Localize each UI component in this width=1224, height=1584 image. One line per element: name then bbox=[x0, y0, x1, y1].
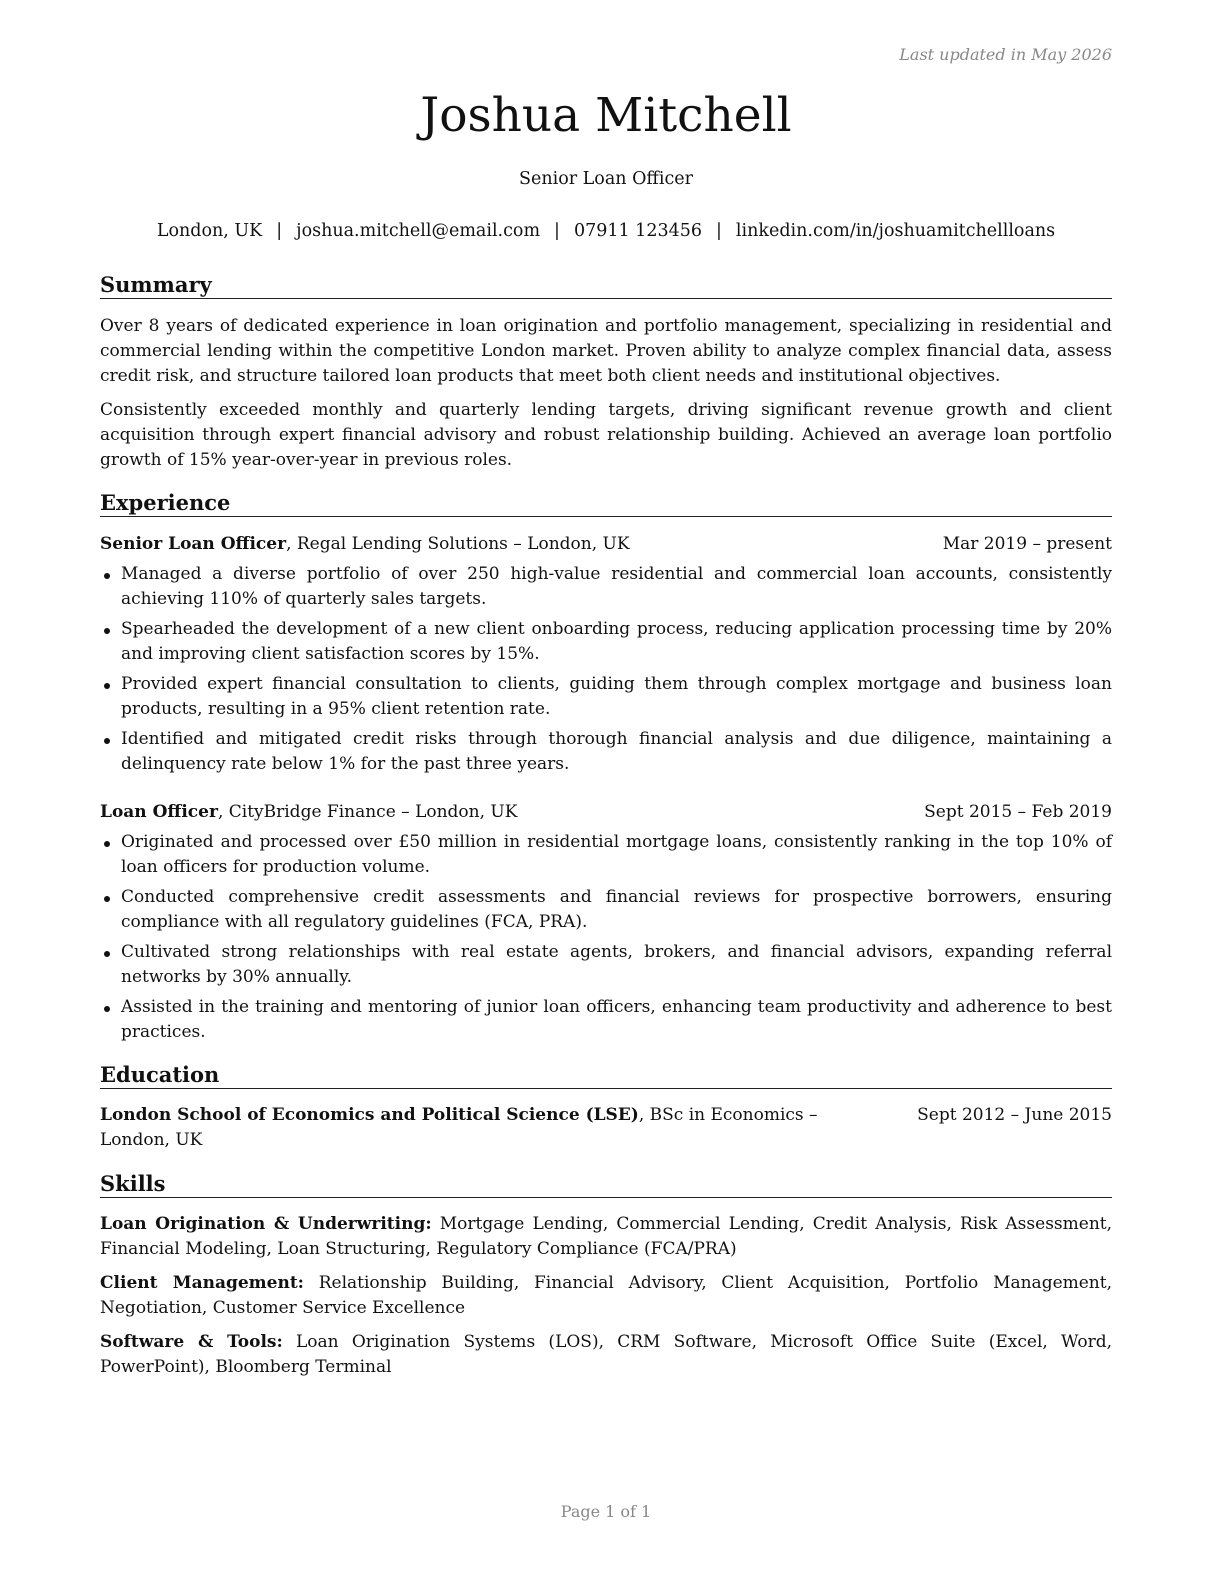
bullet-dot-icon bbox=[104, 628, 110, 634]
skill-group bbox=[100, 1330, 1112, 1380]
job-bullet: Cultivated strong relationships with real estate agents, brokers, and financial advisors, expanding referral networks by 30% annually. bbox=[100, 940, 1112, 990]
bullet-dot-icon bbox=[104, 896, 110, 902]
job-company: , Regal Lending Solutions – London, UK bbox=[286, 534, 630, 554]
bullet-dot-icon bbox=[104, 951, 110, 957]
summary-paragraph-1: Over 8 years of dedicated experience in loan origination and portfolio management, specializing in residential and commercial lending within the competitive London market. Proven ability to analyze complex financial data, assess credit risk, and structure tailored loan products that meet both client needs and institutional objectives. bbox=[100, 316, 1112, 386]
job-bullet: Assisted in the training and mentoring of junior loan officers, enhancing team productivity and adherence to best practices. bbox=[100, 995, 1112, 1045]
job-role: Senior Loan Officer bbox=[100, 534, 287, 554]
job-bullet: Conducted comprehensive credit assessments and financial reviews for prospective borrowers, ensuring compliance with all regulatory guidelines (FCA, PRA). bbox=[100, 885, 1112, 935]
job-header bbox=[100, 532, 1112, 557]
skill-group-items: Mortgage Lending, Commercial Lending, Credit Analysis, Risk Assessment, Financial Modeling, Loan Structuring, Regulatory Compliance (FCA/PRA) bbox=[100, 1214, 1113, 1259]
skill-group bbox=[100, 1271, 1112, 1321]
job-bullet-list bbox=[100, 830, 1112, 1050]
job-role: Loan Officer bbox=[100, 802, 218, 822]
section-heading-experience: Experience bbox=[100, 490, 1112, 517]
skill-group-label: Loan Origination & Underwriting: bbox=[100, 1214, 432, 1234]
bullet-dot-icon bbox=[104, 1006, 110, 1012]
job-bullet: Managed a diverse portfolio of over 250 high-value residential and commercial loan accounts, consistently achieving 110% of quarterly sales targets. bbox=[100, 562, 1112, 612]
contact-separator: | bbox=[276, 221, 283, 241]
contact-email[interactable]: joshua.mitchell@email.com bbox=[296, 221, 541, 241]
education-entry bbox=[100, 1103, 1112, 1153]
job-company: , CityBridge Finance – London, UK bbox=[217, 802, 518, 822]
skill-group-label: Client Management: bbox=[100, 1273, 304, 1293]
bullet-dot-icon bbox=[104, 738, 110, 744]
contact-phone: 07911 123456 bbox=[573, 221, 702, 241]
job-bullet: Originated and processed over £50 million in residential mortgage loans, consistently ranking in the top 10% of loan officers for production volume. bbox=[100, 830, 1112, 880]
education-school: London School of Economics and Political Science (LSE) bbox=[100, 1105, 639, 1125]
job-bullet-list bbox=[100, 562, 1112, 782]
bullet-dot-icon bbox=[104, 683, 110, 689]
page-number: Page 1 of 1 bbox=[560, 1502, 652, 1521]
section-heading-education: Education bbox=[100, 1062, 1112, 1089]
candidate-name: Joshua Mitchell bbox=[420, 88, 792, 143]
job-bullet: Spearheaded the development of a new client onboarding process, reducing application processing time by 20% and improving client satisfaction scores by 15%. bbox=[100, 617, 1112, 667]
education-degree: , BSc in Economics – London, UK bbox=[100, 1105, 818, 1150]
contact-location: London, UK bbox=[156, 221, 263, 241]
skill-group-items: Relationship Building, Financial Advisory, Client Acquisition, Portfolio Management, Negotiation, Customer Service Excellence bbox=[100, 1273, 1112, 1318]
job-dates: Mar 2019 – present bbox=[942, 534, 1112, 554]
bullet-dot-icon bbox=[104, 841, 110, 847]
contact-line bbox=[100, 220, 1112, 242]
section-heading-skills: Skills bbox=[100, 1171, 1112, 1198]
section-heading-summary: Summary bbox=[100, 272, 1112, 299]
job-bullet: Provided expert financial consultation to clients, guiding them through complex mortgage and business loan products, resulting in a 95% client retention rate. bbox=[100, 672, 1112, 722]
bullet-dot-icon bbox=[104, 573, 110, 579]
contact-separator: | bbox=[716, 221, 722, 241]
job-dates: Sept 2015 – Feb 2019 bbox=[924, 802, 1112, 822]
resume-page bbox=[100, 0, 1112, 1584]
skill-group-items: Loan Origination Systems (LOS), CRM Software, Microsoft Office Suite (Excel, Word, PowerPoint), Bloomberg Terminal bbox=[100, 1332, 1112, 1377]
contact-linkedin[interactable]: linkedin.com/in/joshuamitchellloans bbox=[735, 221, 1056, 241]
candidate-title: Senior Loan Officer bbox=[518, 169, 693, 189]
job-bullet: Identified and mitigated credit risks through thorough financial analysis and due diligence, maintaining a delinquency rate below 1% for the past three years. bbox=[100, 727, 1112, 777]
last-updated-note: Last updated in May 2026 bbox=[899, 45, 1112, 64]
job-header bbox=[100, 800, 1112, 825]
education-dates: Sept 2012 – June 2015 bbox=[917, 1105, 1112, 1125]
skill-group bbox=[100, 1212, 1112, 1262]
contact-separator: | bbox=[554, 221, 560, 241]
summary-paragraph-2: Consistently exceeded monthly and quarterly lending targets, driving significant revenue growth and client acquisition through expert financial advisory and robust relationship building. Achieved an average loan portfolio growth of 15% year-over-year in previous roles. bbox=[100, 400, 1112, 470]
skill-group-label: Software & Tools: bbox=[100, 1332, 283, 1352]
